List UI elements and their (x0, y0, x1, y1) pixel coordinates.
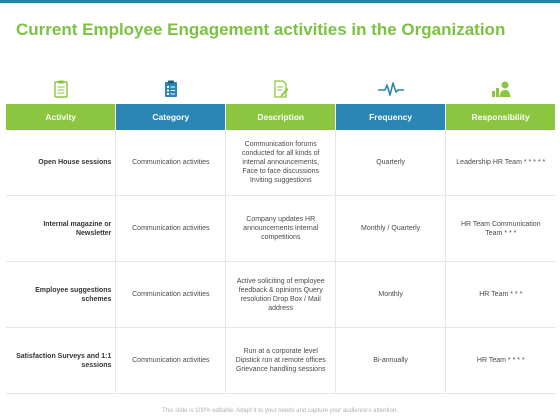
user-chart-icon (491, 80, 511, 98)
table-row (6, 328, 556, 394)
activity-icon-cell (6, 76, 116, 102)
footer-note: This slide is 100% editable. Adapt it to your needs and capture your audience's attention. (162, 408, 398, 414)
header-frequency: Frequency (336, 104, 446, 130)
page-title: Current Employee Engagement activities in the Organization (16, 20, 506, 39)
cell-activity: Satisfaction Surveys and 1:1 sessions (6, 328, 116, 394)
cell-responsibility: Leadership HR Team * * * * * (446, 130, 556, 196)
cell-category: Communication activities (116, 130, 226, 196)
header-responsibility: Responsibility (446, 104, 556, 130)
cell-responsibility: HR Team * * * * (446, 328, 556, 394)
cell-frequency: Bi-annually (336, 328, 446, 394)
cell-category: Communication activities (116, 196, 226, 262)
cell-frequency: Monthly (336, 262, 446, 328)
header-description: Description (226, 104, 336, 130)
clipboard-icon (54, 80, 68, 98)
category-icon-cell (116, 76, 226, 102)
cell-responsibility: HR Team Communication Team * * * (446, 196, 556, 262)
document-edit-icon (273, 80, 289, 98)
column-icons (6, 76, 556, 102)
cell-description: Communication forums conducted for all kinds of internal announcements, Face to face discussions Inviting suggestions (226, 130, 336, 196)
cell-description: Company updates HR announcements Internal competitions (226, 196, 336, 262)
checklist-icon (164, 80, 178, 98)
cell-responsibility: HR Team * * * (446, 262, 556, 328)
cell-activity: Internal magazine or Newsletter (6, 196, 116, 262)
top-accent-bar (0, 0, 560, 3)
cell-frequency: Monthly / Quarterly (336, 196, 446, 262)
cell-description: Run at a corporate level Dipstick run at remote offices Grievance handling sessions (226, 328, 336, 394)
cell-activity: Employee suggestions schemes (6, 262, 116, 328)
cell-category: Communication activities (116, 262, 226, 328)
header-category: Category (116, 104, 226, 130)
cell-description: Active soliciting of employee feedback & opinions Query resolution Drop Box / Mail address (226, 262, 336, 328)
cell-activity: Open House sessions (6, 130, 116, 196)
description-icon-cell (226, 76, 336, 102)
table-header-row (6, 104, 556, 130)
header-activity: Activity (6, 104, 116, 130)
pulse-icon (378, 82, 404, 96)
engagement-table (6, 104, 556, 394)
table-row (6, 262, 556, 328)
responsibility-icon-cell (446, 76, 556, 102)
table-row (6, 196, 556, 262)
frequency-icon-cell (336, 76, 446, 102)
cell-frequency: Quarterly (336, 130, 446, 196)
cell-category: Communication activities (116, 328, 226, 394)
table-row (6, 130, 556, 196)
